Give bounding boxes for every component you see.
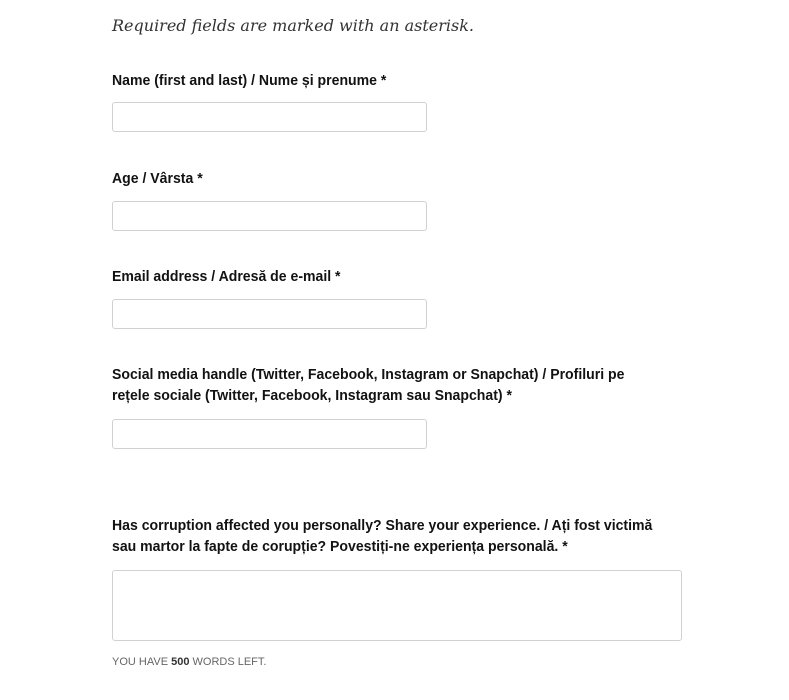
social-media-input[interactable] <box>112 419 427 449</box>
email-label: Email address / Adresă de e-mail * <box>112 269 341 285</box>
word-counter-prefix: YOU HAVE <box>112 656 172 668</box>
required-fields-notice: Required fields are marked with an asterisk. <box>112 16 474 35</box>
experience-textarea[interactable] <box>112 570 682 641</box>
social-media-label: Social media handle (Twitter, Facebook, Instagram or Snapchat) / Profiluri pe rețele sociale (Twitter, Facebook, Instagram sau Snapchat) * <box>112 367 625 404</box>
experience-label: Has corruption affected you personally? Share your experience. / Ați fost victimă sau martor la fapte de corupție? Povestiți-ne experiența personală. * <box>112 518 653 555</box>
name-input[interactable] <box>112 102 427 132</box>
email-input[interactable] <box>112 299 427 329</box>
age-label: Age / Vârsta * <box>112 171 203 187</box>
name-label: Name (first and last) / Nume și prenume * <box>112 73 387 89</box>
word-counter <box>112 656 266 668</box>
word-counter-count: 500 <box>171 656 190 668</box>
word-counter-suffix: WORDS LEFT. <box>189 656 267 668</box>
age-input[interactable] <box>112 201 427 231</box>
